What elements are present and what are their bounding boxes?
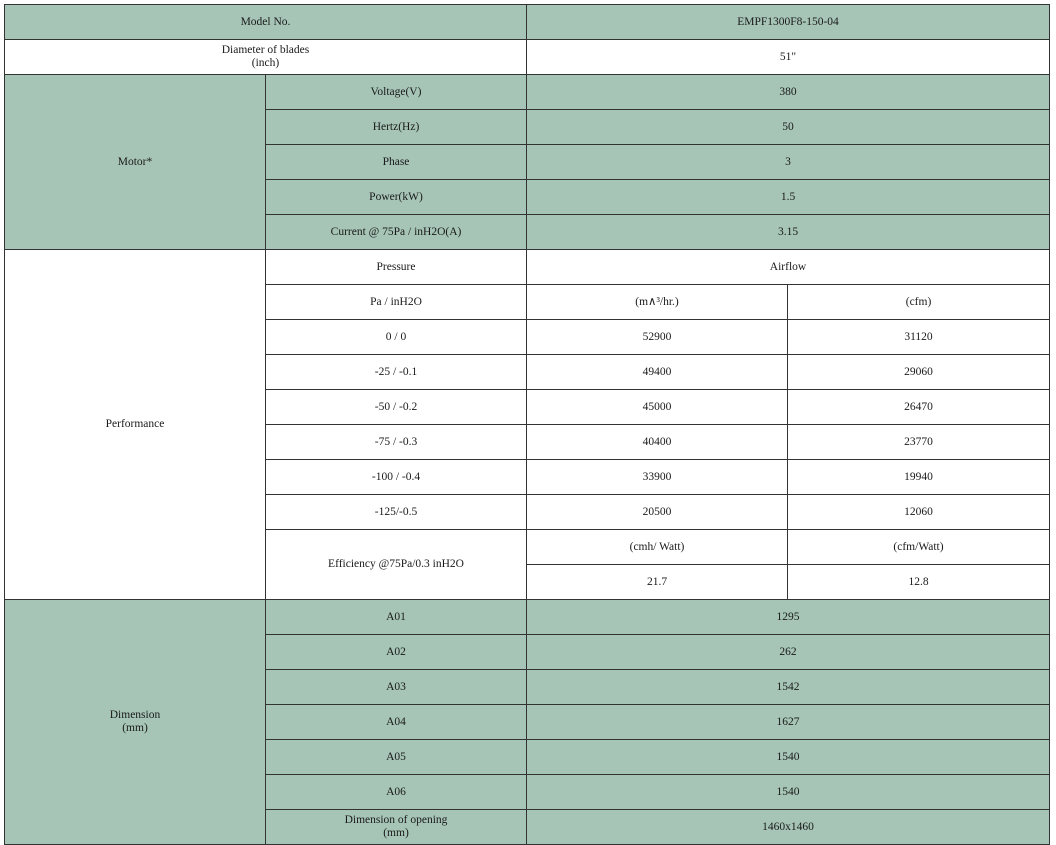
dimension-row-label: A03 [266, 670, 527, 705]
airflow-cfm-cell: 19940 [788, 460, 1050, 495]
pressure-cell: -100 / -0.4 [266, 460, 527, 495]
dimension-row-value: 1540 [527, 775, 1050, 810]
motor-row-label: Voltage(V) [266, 75, 527, 110]
motor-row-value: 3.15 [527, 215, 1050, 250]
airflow-unit-m3: (m∧³/hr.) [527, 285, 788, 320]
dimension-row-label: A04 [266, 705, 527, 740]
dimension-row-label: A02 [266, 635, 527, 670]
airflow-cfm-cell: 12060 [788, 495, 1050, 530]
airflow-cfm-cell: 23770 [788, 425, 1050, 460]
airflow-cfm-cell: 26470 [788, 390, 1050, 425]
pressure-cell: 0 / 0 [266, 320, 527, 355]
blades-row [5, 40, 1050, 75]
model-row [5, 5, 1050, 40]
motor-row-label: Hertz(Hz) [266, 110, 527, 145]
dimension-row-value: 1295 [527, 600, 1050, 635]
blades-label: Diameter of blades (inch) [5, 40, 527, 75]
airflow-unit-cfm: (cfm) [788, 285, 1050, 320]
motor-row-value: 3 [527, 145, 1050, 180]
pressure-cell: -125/-0.5 [266, 495, 527, 530]
pressure-cell: -50 / -0.2 [266, 390, 527, 425]
dimension-row-value: 262 [527, 635, 1050, 670]
dimension-group-label: Dimension (mm) [5, 600, 266, 845]
airflow-m3-cell: 45000 [527, 390, 788, 425]
model-label: Model No. [5, 5, 527, 40]
motor-row-label: Current @ 75Pa / inH2O(A) [266, 215, 527, 250]
motor-row-value: 380 [527, 75, 1050, 110]
efficiency-unit-cmh: (cmh/ Watt) [527, 530, 788, 565]
dimension-row [5, 600, 1050, 635]
performance-group-label: Performance [5, 250, 266, 600]
dimension-row-label: A01 [266, 600, 527, 635]
efficiency-value-cfm: 12.8 [788, 565, 1050, 600]
airflow-m3-cell: 20500 [527, 495, 788, 530]
blades-value: 51" [527, 40, 1050, 75]
spec-table [4, 4, 1050, 845]
motor-row-label: Phase [266, 145, 527, 180]
performance-header-row [5, 250, 1050, 285]
pressure-unit: Pa / inH2O [266, 285, 527, 320]
airflow-m3-cell: 40400 [527, 425, 788, 460]
model-value: EMPF1300F8-150-04 [527, 5, 1050, 40]
dimension-row-value: 1542 [527, 670, 1050, 705]
dimension-row-label: A05 [266, 740, 527, 775]
motor-row-label: Power(kW) [266, 180, 527, 215]
motor-row-value: 1.5 [527, 180, 1050, 215]
efficiency-label: Efficiency @75Pa/0.3 inH2O [266, 530, 527, 600]
airflow-cfm-cell: 29060 [788, 355, 1050, 390]
pressure-header: Pressure [266, 250, 527, 285]
dimension-row-value: 1540 [527, 740, 1050, 775]
efficiency-value-cmh: 21.7 [527, 565, 788, 600]
airflow-m3-cell: 49400 [527, 355, 788, 390]
dimension-row-value: 1460x1460 [527, 810, 1050, 845]
pressure-cell: -25 / -0.1 [266, 355, 527, 390]
airflow-m3-cell: 52900 [527, 320, 788, 355]
dimension-row-label: Dimension of opening (mm) [266, 810, 527, 845]
airflow-cfm-cell: 31120 [788, 320, 1050, 355]
airflow-header: Airflow [527, 250, 1050, 285]
dimension-row-label: A06 [266, 775, 527, 810]
efficiency-unit-cfm: (cfm/Watt) [788, 530, 1050, 565]
pressure-cell: -75 / -0.3 [266, 425, 527, 460]
dimension-row-value: 1627 [527, 705, 1050, 740]
airflow-m3-cell: 33900 [527, 460, 788, 495]
motor-row-value: 50 [527, 110, 1050, 145]
motor-group-label: Motor* [5, 75, 266, 250]
motor-row [5, 75, 1050, 110]
